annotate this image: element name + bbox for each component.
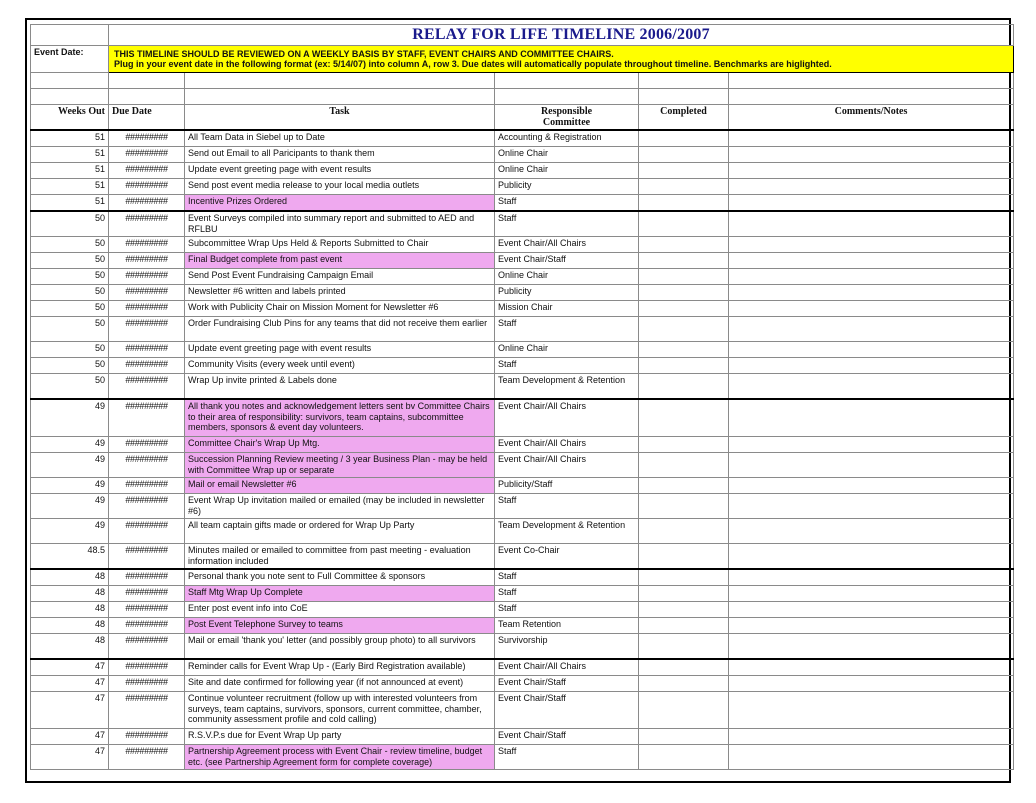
cell-task: All Team Data in Siebel up to Date: [185, 130, 495, 147]
cell-due-date: #########: [109, 269, 185, 285]
event-date-label: Event Date:: [31, 45, 109, 72]
cell-task: Post Event Telephone Survey to teams: [185, 618, 495, 634]
table-row[interactable]: [31, 618, 1014, 634]
cell-completed[interactable]: [639, 399, 729, 437]
table-row[interactable]: [31, 692, 1014, 729]
cell-due-date: #########: [109, 237, 185, 253]
cell-due-date: #########: [109, 569, 185, 586]
cell-weeks-out: 51: [31, 195, 109, 212]
cell-task: Minutes mailed or emailed to committee from past meeting - evaluation information included: [185, 544, 495, 570]
cell-completed[interactable]: [639, 692, 729, 729]
cell-weeks-out: 51: [31, 147, 109, 163]
cell-completed[interactable]: [639, 618, 729, 634]
cell-due-date: #########: [109, 317, 185, 342]
cell-comments[interactable]: [729, 437, 1014, 453]
cell-completed[interactable]: [639, 569, 729, 586]
cell-task: Event Wrap Up invitation mailed or emailed (may be included in newsletter #6): [185, 494, 495, 519]
cell-due-date: #########: [109, 358, 185, 374]
cell-due-date: #########: [109, 253, 185, 269]
table-row[interactable]: [31, 729, 1014, 745]
cell-responsible-committee: Team Retention: [495, 618, 639, 634]
cell-comments[interactable]: [729, 269, 1014, 285]
cell-due-date: #########: [109, 163, 185, 179]
cell-due-date: #########: [109, 453, 185, 478]
cell-responsible-committee: Publicity: [495, 285, 639, 301]
table-row[interactable]: [31, 676, 1014, 692]
blank-cell: [109, 73, 185, 89]
cell-comments[interactable]: [729, 478, 1014, 494]
cell-due-date: #########: [109, 399, 185, 437]
cell-completed[interactable]: [639, 253, 729, 269]
cell-comments[interactable]: [729, 729, 1014, 745]
title-row: [31, 25, 1014, 46]
column-header-responsible-committee: Responsible Committee: [495, 105, 639, 131]
cell-comments[interactable]: [729, 602, 1014, 618]
cell-comments[interactable]: [729, 569, 1014, 586]
cell-responsible-committee: Online Chair: [495, 342, 639, 358]
cell-responsible-committee: Event Co-Chair: [495, 544, 639, 570]
table-row[interactable]: [31, 659, 1014, 676]
cell-task: Order Fundraising Club Pins for any teams that did not receive them earlier: [185, 317, 495, 342]
cell-comments[interactable]: [729, 301, 1014, 317]
cell-completed[interactable]: [639, 130, 729, 147]
cell-weeks-out: 49: [31, 453, 109, 478]
cell-due-date: #########: [109, 478, 185, 494]
timeline-table: [30, 24, 1014, 770]
table-row[interactable]: [31, 285, 1014, 301]
spacer-row: [31, 89, 1014, 105]
event-date-input-row: [31, 73, 1014, 89]
cell-responsible-committee: Event Chair/All Chairs: [495, 437, 639, 453]
cell-responsible-committee: Survivorship: [495, 634, 639, 660]
timeline-table-body: [31, 25, 1014, 770]
cell-comments[interactable]: [729, 519, 1014, 544]
cell-comments[interactable]: [729, 342, 1014, 358]
cell-responsible-committee: Staff: [495, 602, 639, 618]
cell-comments[interactable]: [729, 317, 1014, 342]
cell-task: Mail or email Newsletter #6: [185, 478, 495, 494]
page-title: RELAY FOR LIFE TIMELINE 2006/2007: [109, 25, 1014, 46]
table-row[interactable]: [31, 211, 1014, 237]
cell-responsible-committee: Event Chair/Staff: [495, 676, 639, 692]
cell-task: Staff Mtg Wrap Up Complete: [185, 586, 495, 602]
cell-weeks-out: 47: [31, 692, 109, 729]
blank-cell: [109, 89, 185, 105]
cell-completed[interactable]: [639, 437, 729, 453]
cell-completed[interactable]: [639, 147, 729, 163]
cell-completed[interactable]: [639, 453, 729, 478]
cell-comments[interactable]: [729, 399, 1014, 437]
cell-responsible-committee: Event Chair/Staff: [495, 253, 639, 269]
cell-weeks-out: 49: [31, 437, 109, 453]
table-row[interactable]: [31, 147, 1014, 163]
cell-comments[interactable]: [729, 147, 1014, 163]
cell-comments[interactable]: [729, 211, 1014, 237]
cell-comments[interactable]: [729, 544, 1014, 570]
cell-due-date: #########: [109, 676, 185, 692]
cell-comments[interactable]: [729, 285, 1014, 301]
cell-weeks-out: 51: [31, 130, 109, 147]
cell-weeks-out: 48: [31, 602, 109, 618]
table-row[interactable]: [31, 494, 1014, 519]
spreadsheet-sheet: [25, 18, 1011, 783]
cell-due-date: #########: [109, 301, 185, 317]
table-row[interactable]: [31, 399, 1014, 437]
column-header-comments: Comments/Notes: [729, 105, 1014, 131]
cell-responsible-committee: Event Chair/All Chairs: [495, 237, 639, 253]
cell-due-date: #########: [109, 374, 185, 400]
blank-cell: [729, 89, 1014, 105]
table-row[interactable]: [31, 478, 1014, 494]
cell-due-date: #########: [109, 618, 185, 634]
cell-responsible-committee: Publicity/Staff: [495, 478, 639, 494]
cell-weeks-out: 50: [31, 211, 109, 237]
cell-responsible-committee: Publicity: [495, 179, 639, 195]
cell-weeks-out: 50: [31, 237, 109, 253]
cell-completed[interactable]: [639, 211, 729, 237]
table-row[interactable]: [31, 745, 1014, 770]
cell-weeks-out: 50: [31, 269, 109, 285]
cell-due-date: #########: [109, 544, 185, 570]
table-row[interactable]: [31, 519, 1014, 544]
cell-task: Succession Planning Review meeting / 3 year Business Plan - may be held with Committee Wrap up or separate: [185, 453, 495, 478]
blank-cell: [495, 89, 639, 105]
cell-comments[interactable]: [729, 358, 1014, 374]
cell-weeks-out: 47: [31, 745, 109, 770]
cell-comments[interactable]: [729, 374, 1014, 400]
cell-comments[interactable]: [729, 618, 1014, 634]
column-header-weeks-out: Weeks Out: [31, 105, 109, 131]
cell-responsible-committee: Online Chair: [495, 163, 639, 179]
cell-responsible-committee: Event Chair/All Chairs: [495, 399, 639, 437]
table-row[interactable]: [31, 586, 1014, 602]
table-row[interactable]: [31, 195, 1014, 212]
cell-weeks-out: 50: [31, 285, 109, 301]
cell-due-date: #########: [109, 659, 185, 676]
cell-responsible-committee: Online Chair: [495, 147, 639, 163]
cell-weeks-out: 50: [31, 374, 109, 400]
cell-responsible-committee: Staff: [495, 358, 639, 374]
cell-completed[interactable]: [639, 163, 729, 179]
cell-completed[interactable]: [639, 494, 729, 519]
cell-responsible-committee: Staff: [495, 494, 639, 519]
cell-due-date: #########: [109, 692, 185, 729]
column-header-due-date: Due Date: [109, 105, 185, 131]
cell-weeks-out: 47: [31, 676, 109, 692]
cell-comments[interactable]: [729, 659, 1014, 676]
cell-weeks-out: 49: [31, 478, 109, 494]
cell-task: R.S.V.P.s due for Event Wrap Up party: [185, 729, 495, 745]
cell-weeks-out: 50: [31, 253, 109, 269]
cell-completed[interactable]: [639, 342, 729, 358]
event-date-row: [31, 45, 1014, 72]
cell-responsible-committee: Mission Chair: [495, 301, 639, 317]
cell-due-date: #########: [109, 437, 185, 453]
event-date-input[interactable]: [31, 73, 109, 89]
cell-completed[interactable]: [639, 544, 729, 570]
cell-responsible-committee: Event Chair/All Chairs: [495, 453, 639, 478]
cell-due-date: #########: [109, 494, 185, 519]
cell-completed[interactable]: [639, 602, 729, 618]
cell-comments[interactable]: [729, 195, 1014, 212]
cell-task: Incentive Prizes Ordered: [185, 195, 495, 212]
cell-comments[interactable]: [729, 634, 1014, 660]
cell-responsible-committee: Staff: [495, 569, 639, 586]
cell-completed[interactable]: [639, 179, 729, 195]
cell-task: Wrap Up invite printed & Labels done: [185, 374, 495, 400]
cell-task: Partnership Agreement process with Event Chair - review timeline, budget etc. (see Partnership Agreement form for complete coverage): [185, 745, 495, 770]
cell-weeks-out: 50: [31, 317, 109, 342]
instructions-line-2: Plug in your event date in the following format (ex: 5/14/07) into column A, row 3. Due dates will automatically populate throughout timeline. Benchmarks are higlighted.: [114, 58, 832, 69]
cell-due-date: #########: [109, 195, 185, 212]
cell-weeks-out: 47: [31, 659, 109, 676]
cell-task: Site and date confirmed for following year (if not announced at event): [185, 676, 495, 692]
cell-due-date: #########: [109, 634, 185, 660]
cell-responsible-committee: Online Chair: [495, 269, 639, 285]
cell-comments[interactable]: [729, 676, 1014, 692]
cell-comments[interactable]: [729, 130, 1014, 147]
cell-weeks-out: 49: [31, 399, 109, 437]
cell-due-date: #########: [109, 285, 185, 301]
column-header-task: Task: [185, 105, 495, 131]
cell-completed[interactable]: [639, 519, 729, 544]
cell-completed[interactable]: [639, 478, 729, 494]
table-row[interactable]: [31, 544, 1014, 570]
cell-task: Enter post event info into CoE: [185, 602, 495, 618]
cell-due-date: #########: [109, 179, 185, 195]
column-header-completed: Completed: [639, 105, 729, 131]
cell-due-date: #########: [109, 745, 185, 770]
cell-comments[interactable]: [729, 453, 1014, 478]
blank-cell: [31, 89, 109, 105]
cell-due-date: #########: [109, 211, 185, 237]
blank-cell: [639, 89, 729, 105]
cell-task: Newsletter #6 written and labels printed: [185, 285, 495, 301]
table-row[interactable]: [31, 130, 1014, 147]
table-row[interactable]: [31, 374, 1014, 400]
cell-due-date: #########: [109, 519, 185, 544]
title-row-spacer: [31, 25, 109, 46]
cell-responsible-committee: Staff: [495, 317, 639, 342]
cell-comments[interactable]: [729, 163, 1014, 179]
cell-responsible-committee: Team Development & Retention: [495, 374, 639, 400]
cell-responsible-committee: Staff: [495, 745, 639, 770]
cell-task: All team captain gifts made or ordered for Wrap Up Party: [185, 519, 495, 544]
cell-task: Event Surveys compiled into summary report and submitted to AED and RFLBU: [185, 211, 495, 237]
table-row[interactable]: [31, 253, 1014, 269]
cell-completed[interactable]: [639, 237, 729, 253]
table-row[interactable]: [31, 358, 1014, 374]
cell-weeks-out: 51: [31, 179, 109, 195]
cell-task: Subcommittee Wrap Ups Held & Reports Submitted to Chair: [185, 237, 495, 253]
table-row[interactable]: [31, 237, 1014, 253]
table-row[interactable]: [31, 453, 1014, 478]
table-row[interactable]: [31, 179, 1014, 195]
cell-task: Mail or email 'thank you' letter (and possibly group photo) to all survivors: [185, 634, 495, 660]
instructions-banner: [109, 45, 1014, 72]
table-row[interactable]: [31, 437, 1014, 453]
cell-task: Final Budget complete from past event: [185, 253, 495, 269]
cell-weeks-out: 48: [31, 618, 109, 634]
cell-comments[interactable]: [729, 586, 1014, 602]
cell-weeks-out: 48: [31, 569, 109, 586]
table-row[interactable]: [31, 342, 1014, 358]
cell-task: Community Visits (every week until event): [185, 358, 495, 374]
cell-task: Update event greeting page with event results: [185, 163, 495, 179]
cell-due-date: #########: [109, 602, 185, 618]
table-row[interactable]: [31, 269, 1014, 285]
table-row[interactable]: [31, 301, 1014, 317]
cell-weeks-out: 51: [31, 163, 109, 179]
cell-task: Reminder calls for Event Wrap Up - (Early Bird Registration available): [185, 659, 495, 676]
cell-weeks-out: 50: [31, 301, 109, 317]
cell-weeks-out: 48.5: [31, 544, 109, 570]
cell-completed[interactable]: [639, 676, 729, 692]
cell-task: Work with Publicity Chair on Mission Moment for Newsletter #6: [185, 301, 495, 317]
cell-weeks-out: 47: [31, 729, 109, 745]
blank-cell: [185, 89, 495, 105]
cell-completed[interactable]: [639, 659, 729, 676]
cell-completed[interactable]: [639, 269, 729, 285]
cell-completed[interactable]: [639, 634, 729, 660]
cell-weeks-out: 50: [31, 342, 109, 358]
cell-comments[interactable]: [729, 179, 1014, 195]
cell-comments[interactable]: [729, 692, 1014, 729]
table-row[interactable]: [31, 569, 1014, 586]
cell-weeks-out: 48: [31, 586, 109, 602]
cell-due-date: #########: [109, 130, 185, 147]
cell-completed[interactable]: [639, 285, 729, 301]
cell-task: Personal thank you note sent to Full Committee & sponsors: [185, 569, 495, 586]
cell-completed[interactable]: [639, 317, 729, 342]
cell-task: Committee Chair's Wrap Up Mtg.: [185, 437, 495, 453]
cell-comments[interactable]: [729, 745, 1014, 770]
cell-comments[interactable]: [729, 253, 1014, 269]
table-row[interactable]: [31, 634, 1014, 660]
cell-task: Send out Email to all Paricipants to thank them: [185, 147, 495, 163]
instructions-line-1: THIS TIMELINE SHOULD BE REVIEWED ON A WEEKLY BASIS BY STAFF, EVENT CHAIRS AND COMMITTEE CHAIRS.: [114, 48, 614, 59]
cell-task: All thank you notes and acknowledgement letters sent bv Committee Chairs to their area of responsibility: survivors, team captains, subcommittee members, sponsors & event day volunteers.: [185, 399, 495, 437]
blank-cell: [185, 73, 495, 89]
cell-task: Send post event media release to your local media outlets: [185, 179, 495, 195]
table-row[interactable]: [31, 317, 1014, 342]
table-row[interactable]: [31, 163, 1014, 179]
blank-cell: [639, 73, 729, 89]
cell-task: Update event greeting page with event results: [185, 342, 495, 358]
cell-responsible-committee: Accounting & Registration: [495, 130, 639, 147]
cell-weeks-out: 49: [31, 494, 109, 519]
cell-responsible-committee: Team Development & Retention: [495, 519, 639, 544]
cell-completed[interactable]: [639, 374, 729, 400]
cell-weeks-out: 48: [31, 634, 109, 660]
cell-comments[interactable]: [729, 237, 1014, 253]
cell-responsible-committee: Event Chair/Staff: [495, 692, 639, 729]
table-row[interactable]: [31, 602, 1014, 618]
cell-completed[interactable]: [639, 745, 729, 770]
blank-cell: [495, 73, 639, 89]
cell-responsible-committee: Staff: [495, 195, 639, 212]
cell-completed[interactable]: [639, 195, 729, 212]
cell-completed[interactable]: [639, 586, 729, 602]
cell-responsible-committee: Event Chair/Staff: [495, 729, 639, 745]
cell-task: Continue volunteer recruitment (follow up with interested volunteers from surveys, team captains, survivors, sponsors, current committee, chamber, community assessment profile and cold calling): [185, 692, 495, 729]
blank-cell: [729, 73, 1014, 89]
cell-completed[interactable]: [639, 301, 729, 317]
column-header-row: [31, 105, 1014, 131]
cell-completed[interactable]: [639, 729, 729, 745]
cell-due-date: #########: [109, 729, 185, 745]
cell-responsible-committee: Staff: [495, 211, 639, 237]
cell-due-date: #########: [109, 342, 185, 358]
cell-weeks-out: 50: [31, 358, 109, 374]
cell-completed[interactable]: [639, 358, 729, 374]
cell-responsible-committee: Staff: [495, 586, 639, 602]
cell-due-date: #########: [109, 586, 185, 602]
cell-comments[interactable]: [729, 494, 1014, 519]
cell-responsible-committee: Event Chair/All Chairs: [495, 659, 639, 676]
cell-due-date: #########: [109, 147, 185, 163]
cell-weeks-out: 49: [31, 519, 109, 544]
cell-task: Send Post Event Fundraising Campaign Email: [185, 269, 495, 285]
